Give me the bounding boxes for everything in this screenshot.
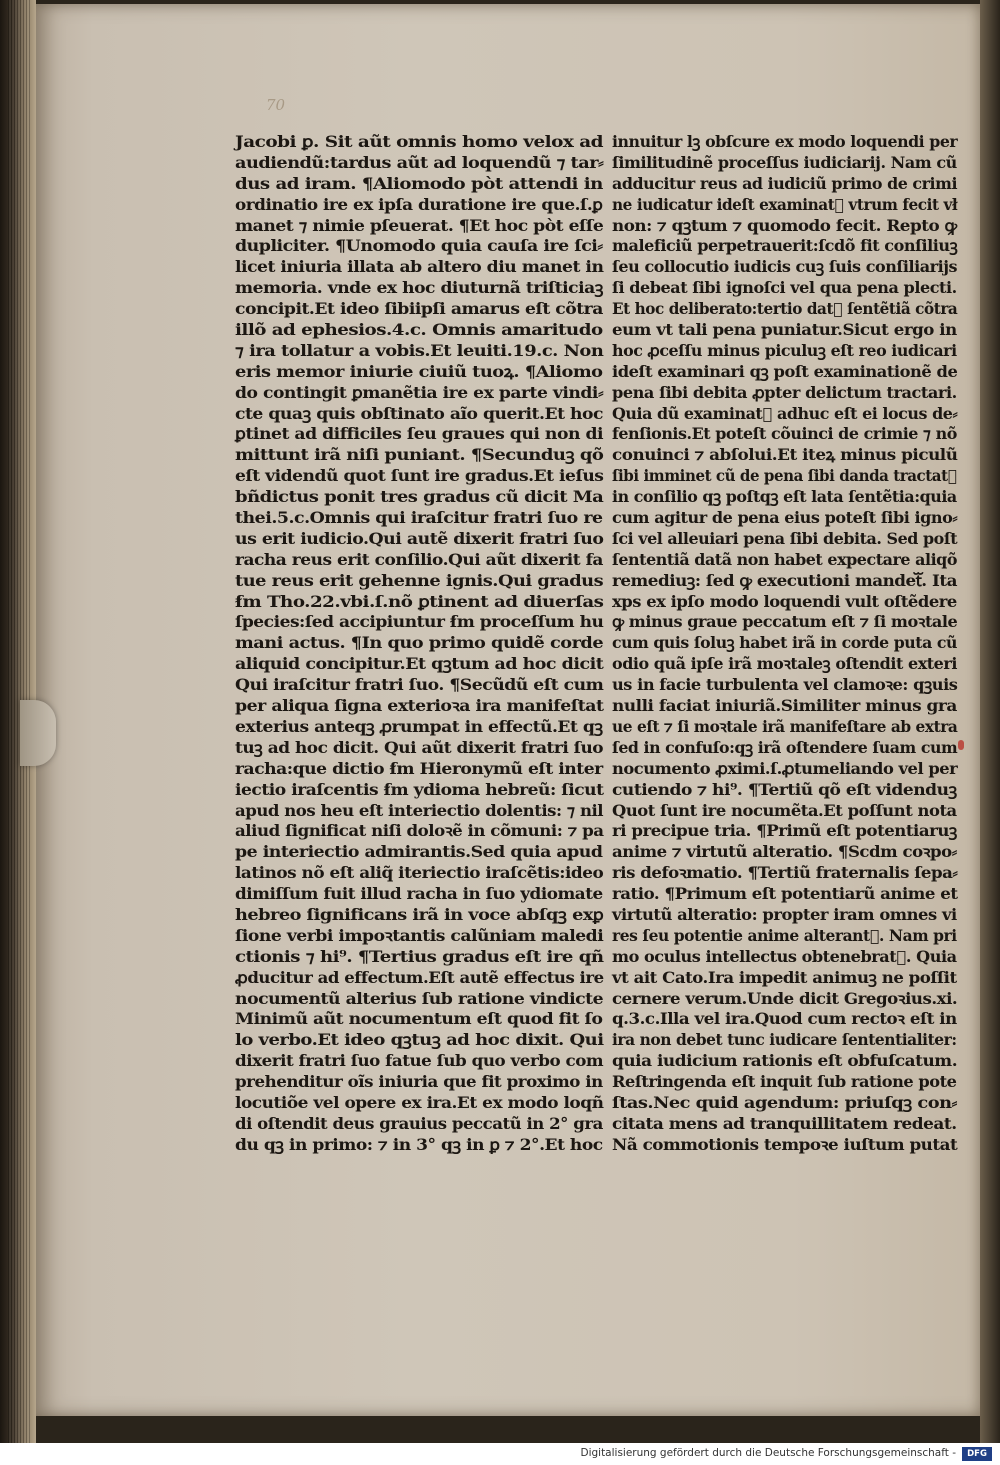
text-line: ſeu collocutio iudicis cuꝫ ſuis conſiliarijs	[612, 257, 958, 277]
text-line: ratio. ¶Primum eſt potentiarũ anime et	[612, 884, 958, 904]
digitization-footer	[0, 1443, 1000, 1465]
text-line: ẜm Tho.22.vbi.ſ.nõ ꝑtinent ad diuerſas	[235, 591, 604, 611]
text-line: citata mens ad tranquillitatem redeat.	[612, 1113, 957, 1133]
text-line: concipit.Et ideo ſibiipſi amarus eſt cõtra	[235, 299, 603, 319]
text-line: cernere verum.Unde dicit Gregoꝛius.xi.	[612, 988, 958, 1008]
text-line: bñdictus ponit tres gradus cũ dicit Ma	[235, 487, 604, 507]
text-line: ſtas.Nec quid agendum: priuſqꝫ con⸗	[612, 1092, 957, 1112]
text-line: audiendũ:tardus aũt ad loquendũ ⁊ tar⸗	[235, 152, 604, 172]
text-line: ſententiã datã non habet expectare aliqõ	[612, 549, 958, 569]
text-line: ſimilitudinẽ proceſſus iudiciarij. Nam cũ	[612, 152, 957, 172]
text-line: Et hoc deliberato:tertio datᷓ ſentẽtiã cõtra	[612, 299, 958, 319]
text-line: eſt videndũ quot ſunt ire gradus.Et ieſus	[235, 466, 604, 486]
text-line: ſione verbi impoꝛtantis calũniam maledi	[235, 925, 604, 945]
text-line: pena ſibi debita ꝓpter delictum tractari.	[612, 382, 957, 402]
text-line: ſci vel alleuiari pena ſibi debita. Sed poſt	[612, 528, 958, 548]
page-number: 70	[266, 96, 286, 114]
red-ink-mark	[958, 740, 964, 750]
text-line: conuinci ⁊ abſolui.Et iteꝝ minus piculũ	[612, 445, 958, 465]
text-line: mani actus. ¶In quo primo quidẽ corde	[235, 633, 604, 653]
text-line: per aliqua ſigna exterioꝛa ira manifeſtat	[235, 696, 604, 716]
text-line: us erit iudicio.Qui autẽ dixerit fratri ſuo	[235, 528, 604, 548]
text-line: dus ad iram. ¶Aliomodo pòt attendi in	[235, 173, 603, 193]
text-line: memoria. vnde ex hoc diuturnã triſticiaꝫ	[235, 278, 603, 298]
text-line: mo oculus intellectus obtenebratᷓ. Quia	[612, 946, 957, 966]
text-line: Quia dũ examinatᷓ adhuc eſt ei locus de⸗	[612, 403, 958, 423]
text-line: Nã commotionis tempoꝛe iuſtum putat	[612, 1134, 958, 1154]
text-line: manet ⁊ nimie pſeuerat. ¶Et hoc pòt eſſe	[235, 215, 604, 235]
text-line: locutiõe vel opere ex ira.Et ex modo loqñ	[235, 1092, 604, 1112]
text-line: cum quis ſoluꝫ habet irã in corde puta cũ	[612, 633, 957, 653]
text-line: Quot ſunt ire nocumẽta.Et poſſunt nota	[612, 800, 957, 820]
text-line: res ſeu potentie anime alterantᷓ. Nam pri	[612, 925, 957, 945]
text-line: ordinatio ire ex ipſa duratione ire que.ſ.ꝑ	[235, 194, 603, 214]
text-line: anime ⁊ virtutũ alteratio. ¶Scdm coꝛpo⸗	[612, 842, 957, 862]
text-line: Jacobi ꝑ. Sit aũt omnis homo velox ad	[235, 132, 604, 151]
text-line: xps ex ipſo modo loquendi vult oſtẽdere	[612, 591, 957, 611]
text-line: vt ait Cato.Ira impedit animuꝫ ne poſſit	[612, 967, 957, 987]
text-line: exterius anteqꝫ ꝓrumpat in effectũ.Et qꝫ	[235, 716, 603, 736]
text-line: iectio iraſcentis ẜm ydioma hebreũ: ſicut	[235, 779, 604, 799]
text-line: ſed in confuſo:qꝫ irã oſtendere ſuam cum	[612, 737, 958, 757]
text-line: Minimũ aũt nocumentum eſt quod fit ſo	[235, 1009, 603, 1029]
text-line: ris defoꝛmatio. ¶Tertiũ fraternalis ſepa⸗	[612, 863, 958, 883]
text-line: Qui iraſcitur fratri ſuo. ¶Secũdũ eſt cum	[235, 675, 604, 695]
text-line: ri precipue tria. ¶Primũ eſt potentiaruꝫ	[612, 821, 957, 841]
text-line: dupliciter. ¶Unomodo quia cauſa ire ſci⸗	[235, 236, 603, 256]
text-line: dixerit fratri ſuo fatue ſub quo verbo com	[235, 1051, 604, 1071]
text-line: ꝙ minus graue peccatum eſt ⁊ ſi moꝛtale	[612, 612, 958, 632]
text-line: quia iudicium rationis eſt obfuſcatum.	[612, 1051, 958, 1071]
text-line: ſi debeat ſibi ignoſci vel qua pena plecti.	[612, 278, 957, 298]
text-column-left	[235, 132, 603, 1156]
text-line: nulli faciat iniuriã.Similiter minus gra	[612, 696, 957, 716]
text-line: maleficiũ perpetrauerit:ſcdõ fit conſiliuꝫ	[612, 236, 958, 256]
text-line: du qꝫ in primo: ⁊ in 3° qꝫ in ꝑ ⁊ 2°.Et hoc	[235, 1134, 603, 1154]
text-column-right	[612, 132, 957, 1156]
text-line: ſpecies:ſed accipiuntur ẜm proceſſum hu	[235, 612, 604, 632]
text-line: aliquid concipitur.Et qꝫtum ad hoc dicit	[235, 654, 604, 674]
text-line: aliud ſignificat niſi doloꝛẽ in cõmuni: ⁊ pa	[235, 821, 604, 841]
text-line: do contingit ꝑmanẽtia ire ex parte vindi⸗	[235, 382, 604, 402]
text-line: eum vt tali pena puniatur.Sicut ergo in	[612, 320, 957, 340]
text-line: apud nos heu eſt interiectio dolentis: ⁊ nil	[235, 800, 604, 820]
text-line: non: ⁊ qꝫtum ⁊ quomodo fecit. Repto ꝙ	[612, 215, 957, 235]
text-line: ne iudicatur ideſt examinatᷓ vtrum fecit vł	[612, 194, 958, 214]
text-line: ꝓducitur ad effectum.Eſt autẽ effectus ire	[235, 967, 604, 987]
text-line: ꝑtinet ad difficiles ſeu graues qui non di	[235, 424, 604, 444]
text-line: hoc ꝓceſſu minus piculuꝫ eſt reo iudicari	[612, 340, 957, 360]
text-line: innuitur lꝫ obſcure ex modo loquendi per	[612, 132, 958, 151]
text-line: hebreo ſignificans irã in voce abſqꝫ exꝑ	[235, 904, 604, 924]
text-line: adducitur reus ad iudiciũ primo de crimi	[612, 173, 958, 193]
text-line: in conſilio qꝫ poſtqꝫ eſt lata ſentẽtia:quia	[612, 487, 957, 507]
text-line: ſibi imminet cũ de pena ſibi danda tractatᷓ	[612, 466, 957, 486]
text-line: us in facie turbulenta vel clamoꝛe: qꝫuis	[612, 675, 958, 695]
text-line: virtutũ alteratio: propter iram omnes vi	[612, 904, 957, 924]
text-line: ctionis ⁊ hi⁹. ¶Tertius gradus eſt ire qñ	[235, 946, 604, 966]
text-line: Reſtringenda eſt inquit ſub ratione pote	[612, 1072, 957, 1092]
text-line: lo verbo.Et ideo qꝫtuꝫ ad hoc dixit. Qui	[235, 1030, 604, 1050]
text-line: dimiſſum fuit illud racha in ſuo ydiomate	[235, 884, 603, 904]
text-line: nocumentũ alterius ſub ratione vindicte	[235, 988, 604, 1008]
text-line: licet iniuria illata ab altero diu manet in	[235, 257, 604, 277]
text-line: ideſt examinari qꝫ poſt examinationẽ de	[612, 361, 958, 381]
text-line: eris memor iniurie ciuiũ tuoꝝ. ¶Aliomo	[235, 361, 603, 381]
text-line: tue reus erit gehenne ignis.Qui gradus	[235, 570, 604, 590]
text-line: prehenditur oĩs iniuria que fit proximo in	[235, 1072, 603, 1092]
text-line: illõ ad ephesios.4.c. Omnis amaritudo	[235, 320, 603, 340]
text-line: ⁊ ira tollatur a vobis.Et leuiti.19.c. Non	[235, 340, 604, 360]
text-line: remediuꝫ: ſed ꝙ executioni mandetᷓ. Ita	[612, 570, 957, 590]
text-line: latinos nõ eſt aliq̃ iteriectio iraſcẽtis:ideo	[235, 863, 604, 883]
text-line: cutiendo ⁊ hi⁹. ¶Tertiũ qõ eſt videnduꝫ	[612, 779, 957, 799]
text-line: q.3.c.Illa vel ira.Quod cum rectoꝛ eſt in	[612, 1009, 957, 1029]
text-line: pe interiectio admirantis.Sed quia apud	[235, 842, 603, 862]
text-line: cum agitur de pena eius poteſt ſibi igno⸗	[612, 508, 958, 528]
footer-credit: Digitalisierung gefördert durch die Deutsche Forschungsgemeinschaft -	[580, 1447, 956, 1459]
text-line: di oſtendit deus grauius peccatũ in 2° gra	[235, 1113, 603, 1133]
text-line: odio quã ipſe irã moꝛtaleꝫ oſtendit exteri	[612, 654, 957, 674]
text-line: cte quaꝫ quis obſtinato aĩo querit.Et hoc	[235, 403, 603, 423]
page-clip-tab	[20, 700, 56, 766]
text-line: racha reus erit conſilio.Qui aũt dixerit fa	[235, 549, 603, 569]
dfg-logo: DFG	[962, 1447, 992, 1461]
text-line: nocumento ꝓximi.ſ.ꝓtumeliando vel per	[612, 758, 958, 778]
text-line: ira non debet tunc iudicare ſententialiter:	[612, 1030, 957, 1050]
page-right-shadow	[980, 0, 1000, 1443]
text-line: racha:que dictio ẜm Hieronymũ eſt inter	[235, 758, 603, 778]
text-line: mittunt irã niſi puniant. ¶Secunduꝫ qõ	[235, 445, 604, 465]
text-line: fenſionis.Et poteſt cõuinci de crimie ⁊ nõ	[612, 424, 957, 444]
text-line: thei.5.c.Omnis qui iraſcitur fratri ſuo re	[235, 508, 603, 528]
text-line: ue eſt ⁊ ſi moꝛtale irã manifeſtare ab extra	[612, 716, 958, 736]
text-line: tuꝫ ad hoc dicit. Qui aũt dixerit fratri ſuo	[235, 737, 604, 757]
